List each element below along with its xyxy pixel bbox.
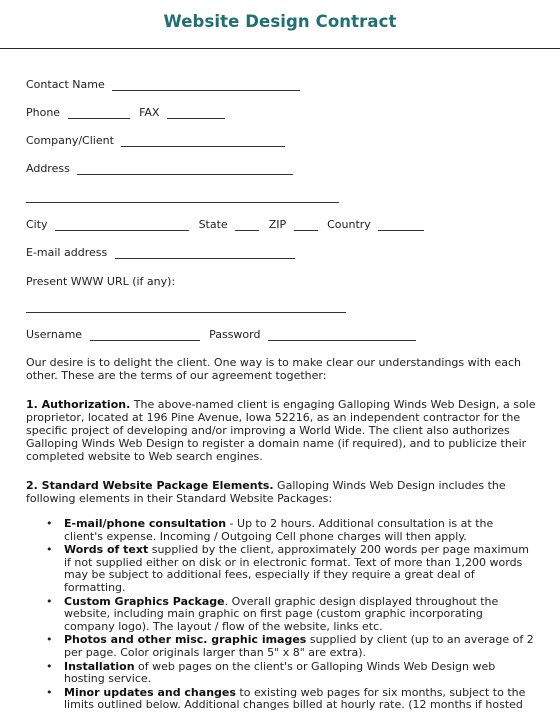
username-field[interactable]	[90, 328, 200, 341]
bullet-icon: •	[46, 594, 53, 608]
state-field[interactable]	[235, 218, 259, 231]
contact-name-field[interactable]	[112, 78, 300, 91]
zip-field[interactable]	[294, 218, 318, 231]
phone-field[interactable]	[68, 106, 130, 119]
bullet-icon: •	[46, 659, 53, 673]
username-label: Username	[26, 328, 83, 341]
state-label: State	[198, 218, 228, 231]
bullet-icon: •	[46, 517, 53, 530]
authorization-text: The above-named client is engaging Galloping Winds Web Design, a sole proprietor, located at 196 Pine Avenue, Iowa 52216, as an independent contractor for the specific project of developing and/or improving a World Wide. The client also authorizes Galloping Winds Web Design to register a domain name (if required), and to publicize their completed website to Web search engines.	[26, 398, 536, 463]
zip-label: ZIP	[268, 218, 287, 231]
list-item-text: of web pages on the client's or Galloping Winds Web Design web hosting service.	[64, 659, 496, 686]
fax-label: FAX	[139, 106, 160, 119]
list-item	[0, 544, 534, 594]
www-url-label: Present WWW URL (if any):	[26, 275, 176, 288]
list-item-text: supplied by client (up to an average of 2 per page. Color originals larger than 5" x 8" are extra).	[64, 633, 534, 659]
list-item-title: Custom Graphics Package	[64, 594, 225, 608]
credentials-row	[26, 328, 422, 342]
list-item-title: Installation	[64, 659, 135, 673]
country-label: Country	[327, 218, 371, 231]
bullet-icon: •	[46, 543, 53, 557]
standard-package-paragraph	[26, 479, 536, 505]
standard-package-text: Galloping Winds Web Design includes the following elements in their Standard Website Packages:	[26, 479, 506, 505]
phone-fax-row	[26, 106, 231, 120]
company-row	[26, 134, 291, 148]
bullet-icon: •	[46, 633, 53, 647]
email-label: E-mail address	[26, 246, 108, 259]
list-item-title: Minor updates and changes	[64, 685, 236, 699]
list-item	[0, 661, 534, 686]
city-field[interactable]	[55, 218, 189, 231]
email-field[interactable]	[115, 246, 295, 259]
contact-name-label: Contact Name	[26, 78, 105, 91]
country-field[interactable]	[378, 218, 424, 231]
phone-label: Phone	[26, 106, 61, 119]
company-field[interactable]	[121, 134, 285, 147]
intro-paragraph: Our desire is to delight the client. One way is to make clear our understandings with each other. These are the terms of our agreement together:	[26, 356, 521, 382]
authorization-heading: 1. Authorization.	[26, 398, 131, 411]
list-item-text: - Up to 2 hours. Additional consultation is at the client's expense. Incoming / Outgoing Cell phone charges will then apply.	[64, 517, 494, 543]
authorization-paragraph	[26, 398, 536, 463]
document-title: Website Design Contract	[163, 12, 397, 31]
title-rule	[0, 48, 560, 49]
address-field[interactable]	[77, 162, 293, 175]
list-item	[0, 634, 534, 659]
contact-name-row	[26, 78, 306, 92]
package-elements-list	[0, 518, 560, 713]
list-item-title: Photos and other misc. graphic images	[64, 633, 307, 647]
www-url-field[interactable]	[26, 312, 346, 313]
city-state-zip-row	[26, 218, 430, 232]
address-line-2-field[interactable]	[26, 202, 339, 203]
address-label: Address	[26, 162, 70, 175]
list-item-text: . Overall graphic design displayed throughout the website, including main graphic on first page (custom graphic incorporating company logo). The layout / flow of the website, links etc.	[64, 594, 499, 633]
list-item-text: to existing web pages for six months, subject to the limits outlined below. Additional changes billed at hourly rate. (12 months if hosted	[64, 685, 526, 712]
fax-field[interactable]	[167, 106, 225, 119]
bullet-icon: •	[46, 685, 53, 699]
email-row	[26, 246, 301, 260]
list-item	[0, 596, 534, 634]
password-field[interactable]	[268, 328, 416, 341]
list-item-title: E-mail/phone consultation	[64, 517, 227, 530]
city-label: City	[26, 218, 48, 231]
list-item	[0, 518, 534, 543]
password-label: Password	[209, 328, 261, 341]
address-row	[26, 162, 299, 176]
list-item-text: supplied by the client, approximately 200 words per page maximum if not supplied either on disk or in electronic format. Text of more than 1,200 words may be subject to additional fees, especially if they require a great deal of formatting.	[64, 543, 529, 594]
list-item	[0, 687, 534, 712]
www-url-row	[26, 275, 175, 289]
company-label: Company/Client	[26, 134, 114, 147]
standard-package-heading: 2. Standard Website Package Elements.	[26, 479, 274, 492]
list-item-title: Words of text	[64, 543, 149, 557]
